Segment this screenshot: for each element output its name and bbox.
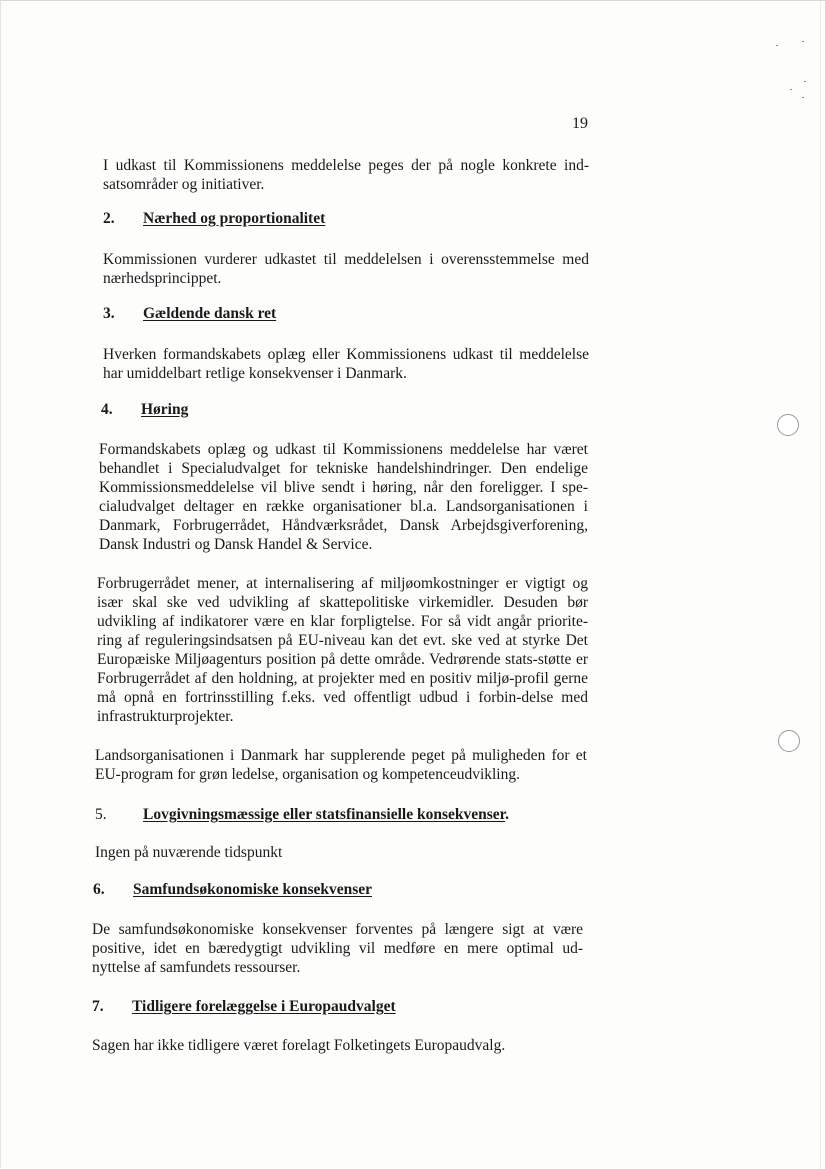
- section-number: 7.: [92, 998, 104, 1015]
- section-title: Høring: [141, 401, 189, 418]
- scan-speck: [802, 97, 804, 98]
- section-heading-3: [103, 305, 276, 323]
- section-number: 3.: [103, 305, 115, 322]
- section-4-paragraph-1: Formandskabets oplæg og udkast til Kommissionens meddelelse har været behandlet i Specialudvalget for tekniske handelshindringer. Den endelige Kommissionsmeddelelse vil blive sendt i høring, når den foreligger. I spe-cialudvalget deltager en række organisationer bl.a. Landsorganisationen i Danmark, Forbrugerrådet, Håndværksrådet, Dansk Arbejdsgiverforening, Dansk Industri og Dansk Handel & Service.: [99, 441, 588, 553]
- section-heading-6: [93, 881, 372, 899]
- section-3-paragraph: Hverken formandskabets oplæg eller Kommissionens udkast til meddelelse har umiddelbart retlige konsekvenser i Danmark.: [103, 346, 589, 382]
- scan-speck: [776, 45, 778, 46]
- section-title: Gældende dansk ret: [143, 305, 277, 322]
- section-heading-7: [92, 998, 396, 1016]
- punch-hole: [778, 730, 800, 752]
- section-number: 5.: [95, 806, 107, 823]
- section-4-paragraph-3: Landsorganisationen i Danmark har supplerende peget på muligheden for et EU-program for grøn ledelse, organisation og kompetenceudvikling.: [95, 747, 587, 783]
- section-title: Tidligere forelæggelse i Europaudvalget: [132, 998, 396, 1015]
- section-number: 6.: [93, 881, 105, 898]
- section-5-paragraph: Ingen på nuværende tidspunkt: [95, 844, 283, 861]
- section-number: 4.: [101, 401, 113, 418]
- scan-speck: [804, 81, 806, 82]
- page-edge: [820, 1, 821, 1169]
- section-6-paragraph: De samfundsøkonomiske konsekvenser forventes på længere sigt at være positive, idet en bæredygtigt udvikling vil medføre en mere optimal ud-nyttelse af samfundets ressourser.: [92, 921, 583, 976]
- section-2-paragraph: Kommissionen vurderer udkastet til meddelelsen i overensstemmelse med nærhedsprincippet.: [103, 251, 589, 287]
- scan-speck: [802, 41, 804, 42]
- section-heading-5: [95, 806, 509, 824]
- punch-hole: [777, 414, 799, 436]
- section-title-suffix: .: [505, 806, 509, 823]
- section-heading-2: [103, 210, 325, 228]
- intro-paragraph: I udkast til Kommissionens meddelelse peges der på nogle konkrete ind-satsområder og initiativer.: [103, 157, 589, 193]
- section-title: Nærhed og proportionalitet: [143, 210, 326, 227]
- scan-speck: [790, 89, 792, 90]
- page-number: 19: [572, 115, 588, 132]
- section-title: Lovgivningsmæssige eller statsfinansielle konsekvenser: [143, 806, 506, 823]
- section-heading-4: [101, 401, 188, 419]
- section-title: Samfundsøkonomiske konsekvenser: [133, 881, 373, 898]
- section-7-paragraph: Sagen har ikke tidligere været forelagt Folketingets Europaudvalg.: [92, 1037, 506, 1054]
- section-number: 2.: [103, 210, 115, 227]
- section-4-paragraph-2: Forbrugerrådet mener, at internalisering af miljøomkostninger er vigtigt og især skal ske ved udvikling af skattepolitiske virkemidler. Desuden bør udvikling af indikatorer være en klar forpligtelse. For så vidt angår priorite-ring af reguleringsindsatsen på EU-niveau kan det evt. ske ved at styrke Det Europæiske Miljøagenturs position på dette område. Vedrørende stats-støtte er Forbrugerrådet af den holdning, at projekter med en positiv miljø-profil gerne må opnå en fortrinsstilling f.eks. ved offentligt udbud i forbin-delse med infrastrukturprojekter.: [97, 575, 588, 725]
